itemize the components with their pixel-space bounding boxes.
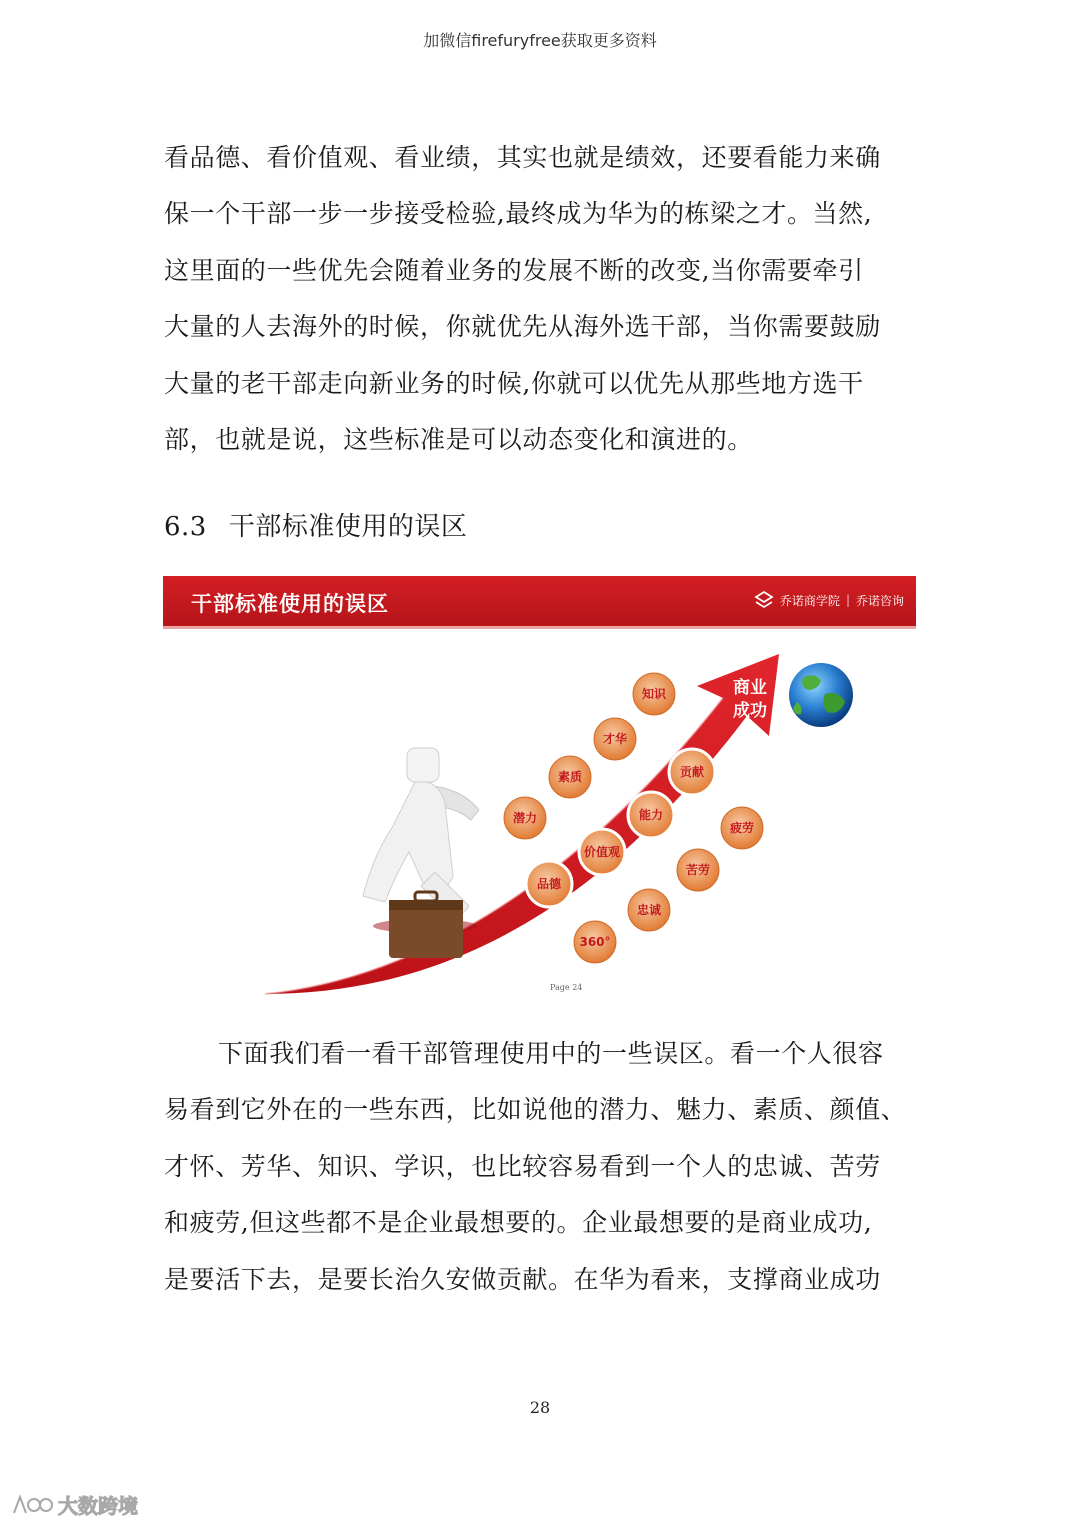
section-heading — [164, 506, 467, 543]
paragraph-line: 部，也就是说，这些标准是可以动态变化和演进的。 — [164, 425, 753, 455]
paragraph-line: 大量的人去海外的时候，你就优先从海外选干部，当你需要鼓励 — [164, 312, 881, 342]
figure-with-briefcase-icon — [363, 748, 479, 958]
paragraph-line: 大量的老干部走向新业务的时候,你就可以优先从那些地方选干 — [164, 368, 864, 398]
page-number: 28 — [529, 1398, 551, 1417]
logo-text-consulting: 乔诺咨询 — [855, 593, 904, 608]
paragraph-line: 易看到它外在的一些东西，比如说他的潜力、魅力、素质、颜值、 — [164, 1095, 907, 1125]
paragraph-line: 下面我们看一看干部管理使用中的一些误区。看一个人很容 — [218, 1039, 884, 1068]
watermark-text: 大数跨境 — [58, 1494, 138, 1518]
badge-label: 品德 — [536, 877, 562, 891]
section-number: 6.3 — [164, 512, 207, 542]
badge-label: 360° — [579, 935, 611, 949]
slide-illustration — [163, 576, 916, 996]
paragraph-line: 这里面的一些优先会随着业务的发展不断的改变,当你需要牵引 — [164, 255, 864, 285]
badge-lower-3 — [677, 849, 719, 891]
header-note: 加微信firefuryfree获取更多资料 — [423, 31, 657, 50]
paragraph-line: 看品德、看价值观、看业绩，其实也就是绩效，还要看能力来确 — [164, 143, 881, 172]
badge-arrow-3 — [628, 792, 674, 838]
badge-label: 贡献 — [679, 765, 705, 779]
badge-label: 能力 — [638, 808, 664, 822]
badge-upper-4 — [633, 673, 675, 715]
paragraph-line: 和疲劳,但这些都不是企业最想要的。企业最想要的是商业成功, — [164, 1208, 873, 1238]
badge-arrow-2 — [579, 829, 625, 875]
badge-lower-1 — [574, 921, 616, 963]
paragraph-line: 才怀、芳华、知识、学识，也比较容易看到一个人的忠诚、苦劳 — [164, 1151, 881, 1181]
badge-label: 素质 — [557, 770, 583, 784]
goal-text-line1: 商业 — [733, 678, 767, 698]
section-title: 干部标准使用的误区 — [228, 512, 468, 542]
globe-icon — [789, 663, 853, 727]
badge-label: 疲劳 — [729, 821, 755, 835]
slide-title: 干部标准使用的误区 — [191, 592, 389, 616]
badge-label: 价值观 — [583, 845, 621, 859]
body-paragraph-2 — [164, 1026, 916, 1308]
badge-upper-1 — [504, 797, 546, 839]
goal-text-line2: 成功 — [733, 701, 767, 721]
paragraph-line: 保一个干部一步一步接受检验,最终成为华为的栋梁之才。当然, — [164, 199, 873, 229]
slide-page-label: Page 24 — [550, 983, 583, 992]
watermark-logo-icon — [10, 1493, 54, 1517]
logo-text-school: 乔诺商学院 — [779, 593, 840, 608]
paragraph-line: 是要活下去，是要长治久安做贡献。在华为看来，支撑商业成功 — [164, 1264, 881, 1294]
slide-figure — [163, 576, 916, 996]
badge-label: 知识 — [641, 687, 667, 701]
badge-label: 忠诚 — [636, 903, 662, 917]
watermark — [10, 1490, 138, 1519]
badge-label: 苦劳 — [685, 863, 711, 877]
badge-lower-4 — [721, 807, 763, 849]
badge-arrow-1 — [526, 861, 572, 907]
badge-label: 潜力 — [512, 811, 538, 825]
badge-lower-2 — [628, 889, 670, 931]
badge-upper-3 — [594, 718, 636, 760]
logo-separator: | — [845, 593, 850, 607]
badge-upper-2 — [549, 756, 591, 798]
body-paragraph-1 — [164, 130, 916, 468]
badge-label: 才华 — [602, 732, 628, 746]
badge-arrow-4 — [669, 749, 715, 795]
